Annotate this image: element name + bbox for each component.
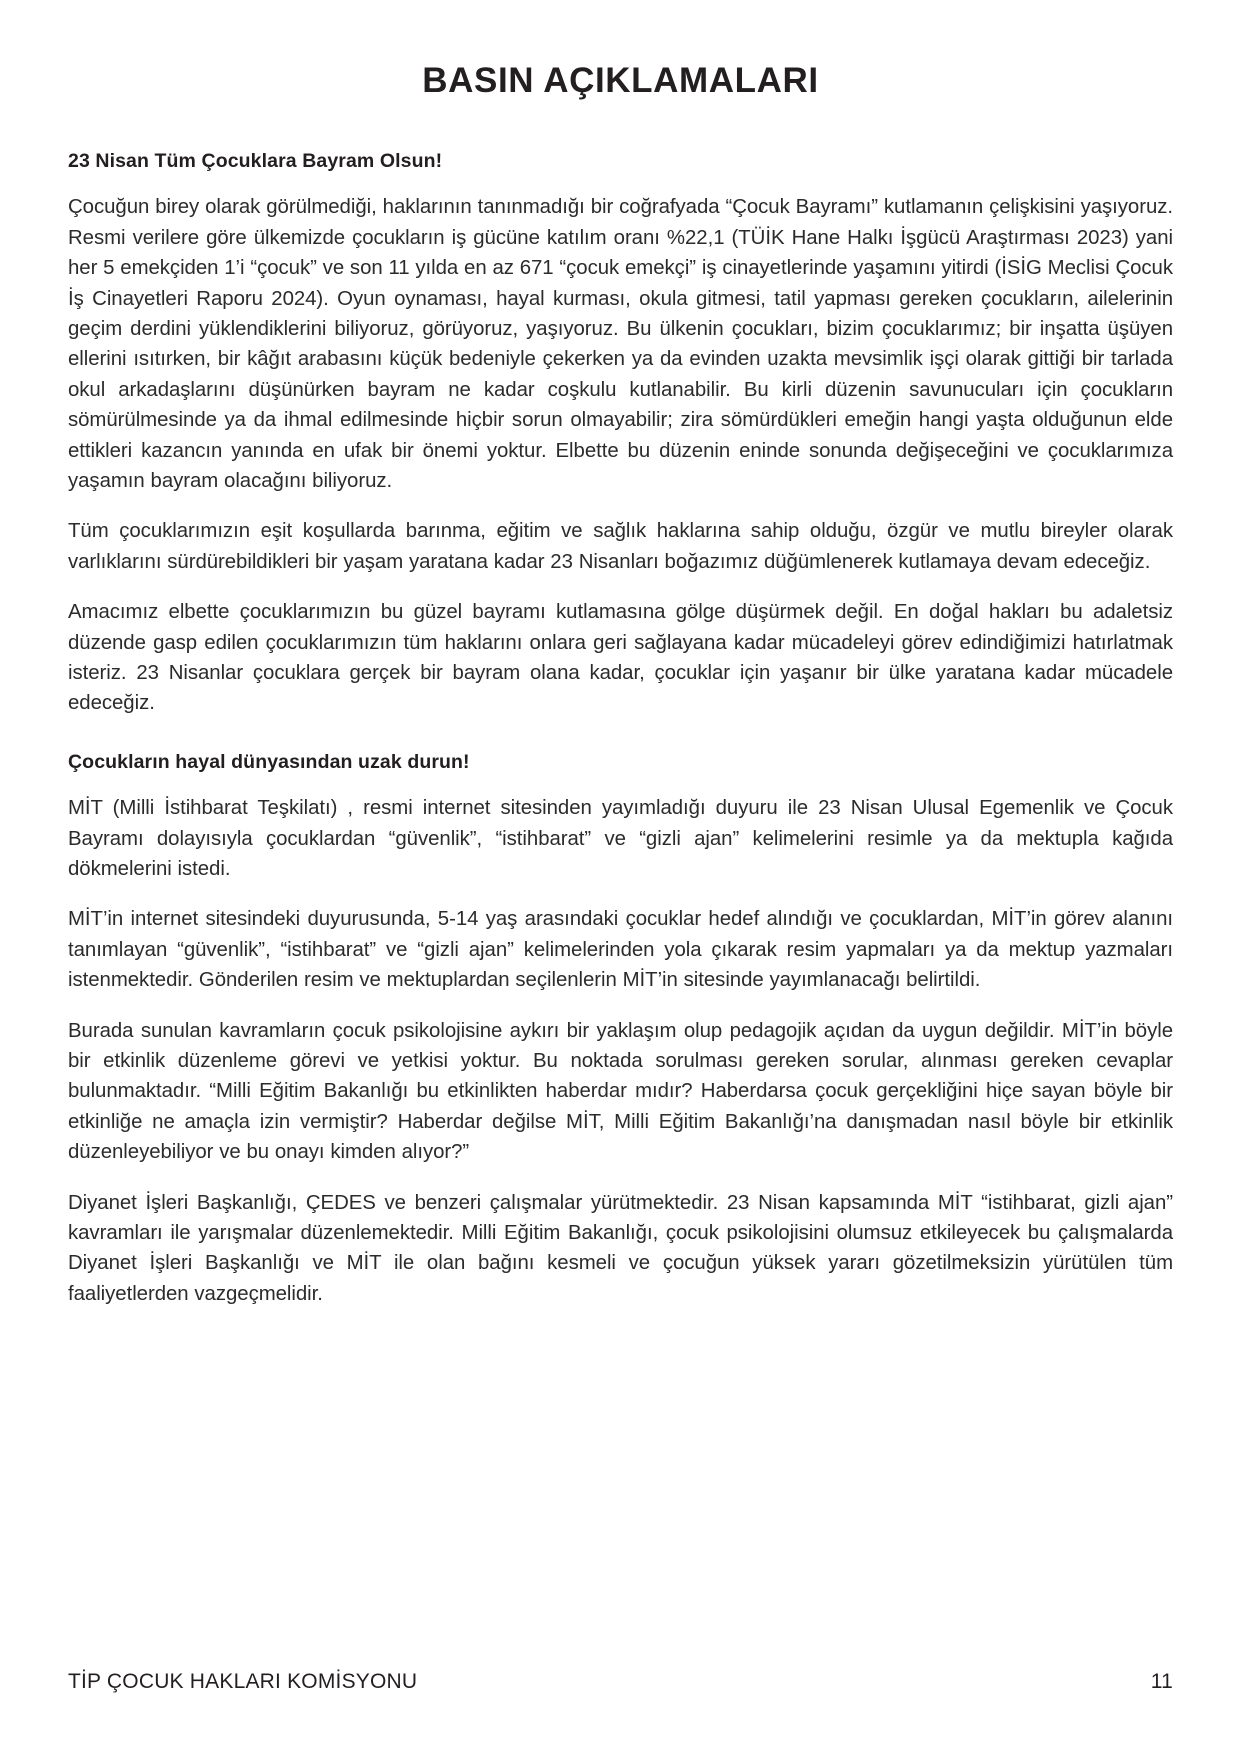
section-hayal-dunyasi — [68, 749, 1173, 1309]
section-heading-1: 23 Nisan Tüm Çocuklara Bayram Olsun! — [68, 150, 443, 172]
paragraph: MİT’in internet sitesindeki duyurusunda, 5-14 yaş arasındaki çocuklar hedef alındığı ve çocuklardan, MİT’in görev alanını tanımlayan “güvenlik”, “istihbarat” ve “gizli ajan” kelimelerinden yola çıkarak resim yapmaları ya da mektup yazmaları istenmektedir. Gönderilen resim ve mektuplardan seçilenlerin MİT’in sitesinde yayımlanacağı belirtildi. — [68, 908, 1173, 992]
section-bayram — [68, 148, 1173, 719]
document-body — [68, 148, 1173, 1309]
paragraph: Çocuğun birey olarak görülmediği, haklarının tanınmadığı bir coğrafyada “Çocuk Bayramı” kutlamanın çelişkisini yaşıyoruz. Resmi verilere göre ülkemizde çocukların iş gücüne katılım oranı %22,1 (TÜİK Hane Halkı İşgücü Araştırması 2023) yani her 5 emekçiden 1’i “çocuk” ve son 11 yılda en az 671 “çocuk emekçi” iş cinayetlerinde yaşamını yitirdi (İSİG Meclisi Çocuk İş Cinayetleri Raporu 2024). Oyun oynaması, hayal kurması, okula gitmesi, tatil yapması gereken çocukların, ailelerinin geçim derdini yüklendiklerini biliyoruz, görüyoruz, yaşıyoruz. Bu ülkenin çocukları, bizim çocuklarımız; bir inşatta üşüyen ellerini ısıtırken, bir kâğıt arabasını küçük bedeniyle çekerken ya da evinden uzakta mevsimlik işçi olarak gittiği bir tarlada okul arkadaşlarını düşünürken bayram ne kadar coşkulu kutlanabilir. Bu kirli düzenin savunucuları için çocukların sömürülmesinde ya da ihmal edilmesinde hiçbir sorun olmayabilir; zira sömürdükleri emeğin hangi yaşta olduğunun elde ettikleri kazancın yanında en ufak bir önemi yoktur. Elbette bu düzenin eninde sonunda değişeceğini ve çocuklarımıza yaşamın bayram olacağını biliyoruz. — [68, 196, 1173, 492]
paragraph: Diyanet İşleri Başkanlığı, ÇEDES ve benzeri çalışmalar yürütmektedir. 23 Nisan kapsamında MİT “istihbarat, gizli ajan” kavramları ile yarışmalar düzenlemektedir. Milli Eğitim Bakanlığı, çocuk psikolojisini olumsuz etkileyecek bu çalışmalarda Diyanet İşleri Başkanlığı ve MİT ile olan bağını kesmeli ve çocuğun yüksek yararı gözetilmeksizin yürütülen tüm faaliyetlerden vazgeçmelidir. — [68, 1191, 1173, 1305]
page-title: BASIN AÇIKLAMALARI — [422, 61, 819, 100]
paragraph: Amacımız elbette çocuklarımızın bu güzel bayramı kutlamasına gölge düşürmek değil. En doğal hakları bu adaletsiz düzende gasp edilen çocuklarımızın tüm haklarını onlara geri sağlayana kadar mücadeleyi görev edindiğimizi hatırlatmak isteriz. 23 Nisanlar çocuklara gerçek bir bayram olana kadar, çocuklar için yaşanır bir ülke yaratana kadar mücadele edeceğiz. — [68, 601, 1173, 715]
paragraph: MİT (Milli İstihbarat Teşkilatı) , resmi internet sitesinden yayımladığı duyuru ile 23 Nisan Ulusal Egemenlik ve Çocuk Bayramı dolayısıyla çocuklardan “güvenlik”, “istihbarat” ve “gizli ajan” kelimelerini resimle ya da mektupla kağıda dökmelerini istedi. — [68, 797, 1173, 880]
footer-page-number: 11 — [1150, 1670, 1173, 1693]
footer-organization: TİP ÇOCUK HAKLARI KOMİSYONU — [68, 1670, 418, 1693]
paragraph: Tüm çocuklarımızın eşit koşullarda barınma, eğitim ve sağlık haklarına sahip olduğu, özgür ve mutlu bireyler olarak varlıklarını sürdürebildikleri bir yaşam yaratana kadar 23 Nisanları boğazımız düğümlenerek kutlamaya devam edeceğiz. — [68, 520, 1173, 573]
paragraph: Burada sunulan kavramların çocuk psikolojisine aykırı bir yaklaşım olup pedagojik açıdan da uygun değildir. MİT’in böyle bir etkinlik düzenleme görevi ve yetkisi yoktur. Bu noktada sorulması gereken sorular, alınması gereken cevaplar bulunmaktadır. “Milli Eğitim Bakanlığı bu etkinlikten haberdar mıdır? Haberdarsa çocuk gerçekliğini hiçe sayan böyle bir etkinliğe ne amaçla izin vermiştir? Haberdar değilse MİT, Milli Eğitim Bakanlığı’na danışmadan nasıl böyle bir etkinlik düzenleyebiliyor ve bu onayı kimden alıyor?” — [68, 1019, 1173, 1164]
page-footer — [68, 1670, 1173, 1694]
section-heading-2: Çocukların hayal dünyasından uzak durun! — [68, 750, 470, 773]
